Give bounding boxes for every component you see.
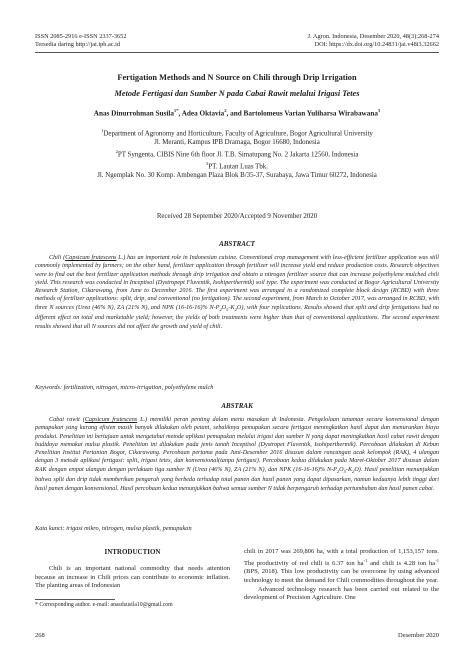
author-list: Anas Dinurrohman Susila$^{1*}$, Adea Oktavia$^2$, and Bartolomeus Varian Yuliharsa Wirabawana$^3$ <box>93 108 381 118</box>
paper-title: Fertigation Methods and N Source on Chili through Drip Irrigation <box>117 73 357 82</box>
paper-title-indonesian: Metode Fertigasi dan Sumber N pada Cabai Rawit melalui Irigasi Tetes <box>114 89 360 98</box>
doi-text: DOI: https://dx.doi.org/10.24831/jai.v48i3.32662 <box>314 41 439 48</box>
keywords: Keywords: fertilization, nitrogen, micro-irrigation, polyethylene mulch <box>35 384 214 391</box>
affiliation-1-address: Jl. Meranti, Kampus IPB Dramaga, Bogor 16680, Indonesia <box>154 139 320 147</box>
header-right <box>308 33 439 49</box>
header-left <box>35 33 126 49</box>
issn-text: ISSN 2085-2916 e-ISSN 2337-3652 <box>35 33 127 40</box>
footnote-divider <box>35 599 115 600</box>
available-online-text: Tersedia daring http://jai.ipb.ac.id <box>35 41 121 48</box>
abstract-body: Chili (Capsicum frutescens L.) has an important role in Indonesian cuisine. Conventional crop management with less-efficient fertilizer application was still commonly implemented by farmers; on the other hand, fertilizer application through fertilizer will increase yield and reduce production costs. Research objectives were to find out the best fertilizer application methods through drip irrigation and obtain a nitrogen fertilizer source that can increase polyethylene mulched chili yield. This research was conducted in Inceptisol (Dystropept Fluventik, Isohiperthermik) soil type. The experiment was conducted at Bogor Agricultural University Research Station, Cikarawang, from June to December 2016. The first experiment was arranged in a randomized complete block design (RCBD) with three methods of fertilizer applications: split, drip, and conventional (no fertigation). The second experiment, from March to October 2017, was arranged in RCBD, with three N sources (Urea (46% N), ZA (21% N), and NPK (16-16-16)% $N-P_2O_5-K_2O$), with four replications. Results showed that split and drip fertigations had no different effect on total and marketable yield; however, the yields of both treatments were higher than that of conventional applications. The second experiment results showed that all N sources did not affect the growth and yield of chili. <box>35 255 439 330</box>
abstract-heading: ABSTRACT <box>219 240 255 248</box>
affiliation-3-address: Jl. Ngemplak No. 30 Komp. Ambengan Plaza Blok B/35-37, Surabaya, Jawa Timur 60272, Indonesia <box>97 172 377 180</box>
affiliation-2: $^2$PT Syngenta, CIBIS Nine 6th floor Jl. T.B. Simatupang No. 2 Jakarta 12560, Indonesia <box>115 148 359 159</box>
introduction-right-column: chili in 2017 was 269,806 ha, with a total production of 1,153,157 tons. The productivity of red chili is 6.37 ton $ha^{-1}$ and chili is 4.28 ton $ha^{-1}$ (BPS, 2018). This low productivity can be overcome by using advanced technology to meet the demand for Chili commodities throughout the year. Advanced technology research has been carried out related to the development of Precision Agriculture. One <box>244 548 440 602</box>
journal-citation: J. Agron. Indonesia, Desember 2020, 48(3):268-274 <box>307 33 439 40</box>
affiliation-1: $^1$Department of Agronomy and Horticulture, Faculty of Agriculture, Bogor Agricultural University <box>101 128 373 138</box>
introduction-heading: INTRODUCTION <box>104 548 161 556</box>
received-accepted-dates: Received 28 September 2020/Accepted 9 November 2020 <box>156 213 318 220</box>
affiliation-3: $^3$PT. Lautan Luas Tbk. <box>206 160 268 171</box>
abstrak-body: Cabai rawit (Capsicum frutescens L.) memiliki peran penting dalam menu masakan di Indonesia. Pengelolaan tanaman secara konvensional dengan pemupukan yang kurang efisien masih banyak dilakukan oleh petani, sebaliknya pemupukan secara fertigasi meningkatkan hasil dapat dan menurunkan biaya produksi. Penelitian ini bertujuan untuk mengetahui metode aplikasi pemupukan melalui irigasi dan sumber N yang dapat meningkatkan hasil cabai rawit dengan budidaya memakai mulsa plastik. Penelitian ini dilakukan pada jenis tanah Inceptisol (Dystropet Fluventik, Isohiperthermik). Percobaan dilakukan di Kebun Penelitian Institut Pertanian Bogor, Cikarawang. Percobaan pertama pada Juni-Desember 2016 disusun dalam rancangan acak kelompok (RAK), 4 ulangan dengan 3 metode aplikasi fertigasi: split, irigasi tetes, dan konvensional(tanpa fertigasi). Percobaan kedua dilakukan pada Maret-Oktober 2017 disusun dalam RAK dengan empat ulangan dengan perlakuan tiga sumber N (Urea (46% N), ZA (21% N), dan NPK (16-16-16)% $N-P_2O_5-K_2O$). Hasil penelitian menunjukkan bahwa split dan drip tidak memberikan pengaruh yang berbeda terhadap total panen dan hasil panen yang dapat dipasarkan, namun keduanya lebih tinggi dari hasil panen dengan konvensional. Hasil percobaan kedua menunjukkan bahwa semua sumber N tidak berpengaruh terhadap pertumbuhan dan hasil panen cabai. <box>35 417 439 492</box>
header-divider <box>35 52 439 53</box>
corresponding-author-footnote: * Corresponding author. e-mail: anasdsusila10@gmail.com <box>35 602 173 608</box>
footer-date: Desember 2020 <box>398 632 439 639</box>
author-1: Anas Dinurrohman Susila <box>93 109 174 118</box>
abstrak-heading: ABSTRAK <box>221 402 253 410</box>
kata-kunci: Kata kunci: irigasi mikro, nitrogen, mulsa plastik, pemupukan <box>35 525 192 532</box>
introduction-left-column: Chili is an important national commodity that needs attention because an increase in Chili prices can contribute to economic inflation. The planting areas of Indonesian <box>35 565 230 590</box>
page-number: 268 <box>35 632 45 639</box>
affiliations <box>35 127 439 181</box>
author-2: , Adea Oktavia <box>178 109 225 118</box>
author-3: , and Bartolomeus Varian Yuliharsa Wirabawana <box>226 109 378 118</box>
